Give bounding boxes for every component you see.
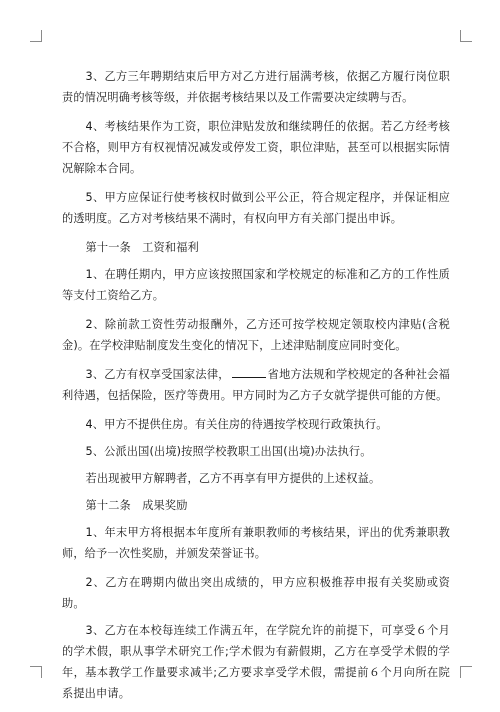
welfare-text-start: 3、乙方有权享受国家法律， xyxy=(85,368,230,381)
document-body xyxy=(62,66,450,712)
section-heading-article-12: 第十二条 成果奖励 xyxy=(85,499,188,512)
paragraph-dismissal-rights: 若出现被甲方解聘者，乙方不再享有甲方提供的上述权益。 xyxy=(85,472,381,485)
paragraph-salary-payment: 1、在聘任期内，甲方应该按照国家和学校规定的标准和乙方的工作性质等支付工资给乙方。 xyxy=(62,268,450,302)
paragraph-sabbatical: 3、乙方在本校每连续工作满五年，在学院允许的前提下，可享受６个月的学术假，职从事学术研究工作;学术假为有薪假期，乙方在享受学术假的学年，基本教学工作量要求减半;乙方要求享受学术假，需提前６个月向所在院系提出申请。 xyxy=(62,624,450,700)
paragraph-outstanding-achievement: 2、乙方在聘期内做出突出成绩的，甲方应积极推荐申报有关奖励或资助。 xyxy=(62,576,450,610)
section-heading-article-11: 第十一条 工资和福利 xyxy=(85,241,199,254)
corner-mark-bottom-right xyxy=(460,666,472,678)
paragraph-assessment-fairness: 5、甲方应保证行使考核权时做到公平公正，符合规定程序，并保证相应的透明度。乙方对考核结果不满时，有权向甲方有关部门提出申诉。 xyxy=(62,191,450,225)
corner-mark-bottom-left xyxy=(30,666,42,678)
paragraph-housing: 4、甲方不提供住房。有关住房的待遇按学校现行政策执行。 xyxy=(85,418,388,431)
welfare-text-end: 省地方法规和学校规定的各种社会福利待遇，包括保险，医疗等费用。甲方同时为乙方子女就学提供可能的方便。 xyxy=(62,368,450,402)
corner-mark-top-right xyxy=(460,30,472,42)
paragraph-welfare xyxy=(62,364,450,406)
paragraph-annual-award: 1、年末甲方将根据本年度所有兼职教师的考核结果，评出的优秀兼职教师，给予一次性奖励，并颁发荣誉证书。 xyxy=(62,526,450,560)
corner-mark-top-left xyxy=(30,30,42,42)
paragraph-assessment-result-use: 4、考核结果作为工资，职位津贴发放和继续聘任的依据。若乙方经考核不合格，则甲方有权视情况减发或停发工资，职位津贴，甚至可以根据实际情况解除本合同。 xyxy=(62,120,450,175)
fill-in-blank xyxy=(232,366,266,378)
paragraph-overseas-travel: 5、公派出国(出境)按照学校教职工出国(出境)办法执行。 xyxy=(85,445,372,458)
paragraph-assessment-term-end: 3、乙方三年聘期结束后甲方对乙方进行届满考核，依据乙方履行岗位职责的情况明确考核等级，并依据考核结果以及工作需要决定续聘与否。 xyxy=(62,70,450,104)
paragraph-allowance: 2、除前款工资性劳动报酬外，乙方还可按学校规定领取校内津贴(含税金)。在学校津贴制度发生变化的情况下，上述津贴制度应同时变化。 xyxy=(62,318,450,352)
